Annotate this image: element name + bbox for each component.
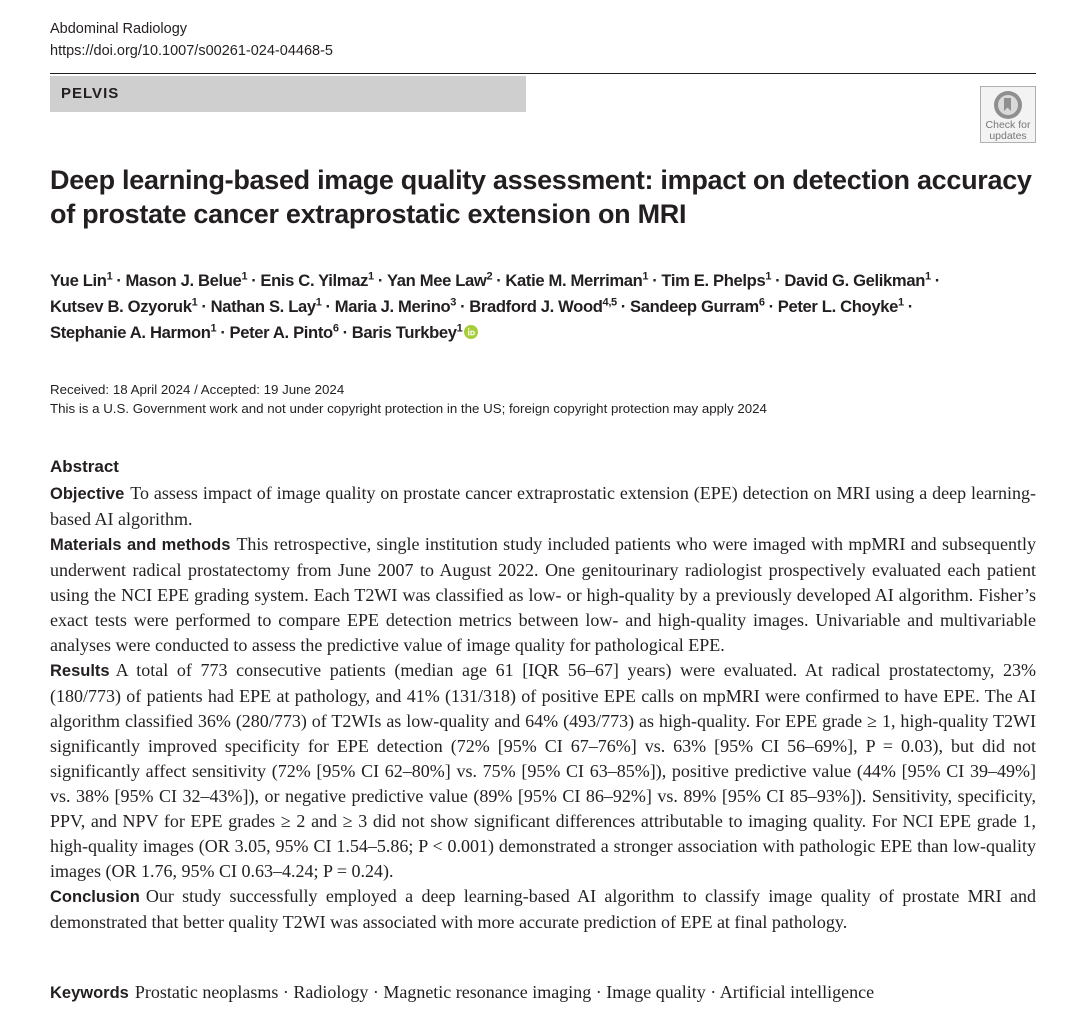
author-name[interactable] (784, 271, 930, 290)
author-separator: · (460, 297, 466, 316)
author-affiliation: 1 (210, 322, 217, 335)
author-name-text: Katie M. Merriman (505, 271, 643, 290)
results-label: Results (50, 662, 110, 680)
author-affiliation: 4,5 (602, 296, 617, 309)
author-name[interactable] (50, 297, 197, 316)
author-name[interactable] (387, 271, 492, 290)
abstract-heading: Abstract (50, 457, 119, 476)
author-name-text: Yan Mee Law (387, 271, 487, 290)
author-name-text: Maria J. Merino (334, 297, 451, 316)
author-separator: · (116, 271, 122, 290)
author-separator: · (652, 271, 658, 290)
methods-text: This retrospective, single institution study included patients who were imaged with mpMRI and subsequently underwent radical prostatectomy from June 2007 to August 2022. One genitourinary radiologist prospectively evaluated each patient using the NCI EPE grading system. Each T2WI was classified as low- or high-quality by a previously developed AI algorithm. Fisher’s exact tests were performed to compare EPE detection metrics between low- and high-quality images. Univariable and multivariable analyses were conducted to assess the predictive value of image quality for pathological EPE. (50, 534, 1036, 655)
author-separator: · (496, 271, 502, 290)
author-name[interactable] (126, 271, 248, 290)
check-updates-line-1: Check for (985, 119, 1031, 131)
author-list (50, 268, 1050, 346)
author-affiliation: 1 (456, 322, 463, 335)
results-text: A total of 773 consecutive patients (median age 61 [IQR 56–67] years) were evaluated. At radical prostatectomy, 23% (180/773) of patients had EPE at pathology, and 41% (131/318) of positive EPE calls on mpMRI were confirmed to have EPE. The AI algorithm classified 36% (280/773) of T2WIs as low-quality and 64% (493/773) as high-quality. For EPE grade ≥ 1, high-quality T2WI significantly improved specificity for EPE detection (72% [95% CI 67–76%] vs. 63% [95% CI 56–69%], P = 0.03), but did not significantly affect sensitivity (72% [95% CI 62–80%] vs. 75% [95% CI 63–85%]), positive predictive value (44% [95% CI 39–49%] vs. 38% [95% CI 32–43%]), or negative predictive value (89% [95% CI 86–92%] vs. 89% [95% CI 85–93%]). Sensitivity, specificity, PPV, and NPV for EPE grades ≥ 2 and ≥ 3 did not show significant differences attributable to imaging quality. For NCI EPE grade 1, high-quality images (OR 3.05, 95% CI 1.54–5.86; P < 0.001) demonstrated a stronger association with pathologic EPE than low-quality images (OR 1.76, 95% CI 0.63–4.24; P = 0.24). (50, 660, 1036, 881)
author-separator: · (907, 297, 913, 316)
author-name-text: Peter A. Pinto (229, 323, 333, 342)
author-affiliation: 6 (758, 296, 765, 309)
check-updates-icon (993, 90, 1023, 120)
section-bar (50, 76, 526, 112)
author-affiliation: 1 (925, 270, 931, 283)
objective-label: Objective (50, 485, 125, 503)
author-separator: · (934, 271, 940, 290)
author-affiliation: 3 (450, 296, 457, 309)
abstract-results (50, 658, 1036, 884)
author-name-text: Baris Turkbey (351, 323, 457, 342)
author-affiliation: 1 (315, 296, 322, 309)
author-name[interactable] (211, 297, 322, 316)
author-affiliation: 1 (897, 296, 904, 309)
abstract-conclusion (50, 884, 1036, 935)
author-affiliation: 1 (368, 270, 374, 283)
author-separator: · (325, 297, 331, 316)
orcid-icon[interactable] (464, 325, 478, 339)
author-affiliation: 1 (191, 296, 198, 309)
author-name[interactable] (505, 271, 648, 290)
author-name-text: David G. Gelikman (784, 271, 925, 290)
author-name[interactable] (778, 297, 904, 316)
section-label: PELVIS (61, 85, 120, 102)
author-affiliation: 6 (332, 322, 339, 335)
objective-text: To assess impact of image quality on prostate cancer extraprostatic extension (EPE) detection on MRI using a deep learning-based AI algorithm. (50, 483, 1036, 529)
author-separator: · (201, 297, 207, 316)
author-name[interactable] (661, 271, 771, 290)
author-name-text: Nathan S. Lay (210, 297, 316, 316)
author-name-text: Stephanie A. Harmon (50, 323, 211, 342)
author-affiliation: 1 (642, 270, 649, 283)
author-affiliation: 2 (486, 270, 493, 283)
conclusion-label: Conclusion (50, 888, 140, 906)
check-updates-line-2: updates (989, 130, 1027, 142)
author-separator: · (220, 323, 226, 342)
author-name[interactable] (335, 297, 456, 316)
conclusion-text: Our study successfully employed a deep learning-based AI algorithm to classify image quality of prostate MRI and demonstrated that better quality T2WI was associated with more accurate prediction of EPE at final pathology. (50, 886, 1036, 932)
author-affiliation: 1 (241, 270, 248, 283)
author-name[interactable] (469, 297, 617, 316)
author-affiliation: 1 (765, 270, 772, 283)
author-name-text: Yue Lin (50, 271, 107, 290)
author-name-text: Kutsev B. Ozyoruk (50, 297, 192, 316)
author-separator: · (775, 271, 781, 290)
abstract-methods (50, 532, 1036, 658)
article-title: Deep learning-based image quality assessment: impact on detection accuracy of prostate cancer extraprostatic extension on MRI (50, 165, 1032, 229)
copyright-notice: This is a U.S. Government work and not under copyright protection in the US; foreign copyright protection may apply 2024 (50, 401, 767, 416)
author-name[interactable] (50, 271, 112, 290)
author-name-text: Mason J. Belue (125, 271, 242, 290)
author-name[interactable] (50, 323, 216, 342)
keywords-text: Prostatic neoplasms · Radiology · Magnetic resonance imaging · Image quality · Artificial intelligence (134, 982, 875, 1002)
author-name[interactable] (260, 271, 373, 290)
abstract-objective (50, 481, 1036, 532)
journal-name: Abdominal Radiology (50, 21, 188, 37)
author-separator: · (342, 323, 348, 342)
methods-label: Materials and methods (50, 536, 231, 554)
header-rule (50, 73, 1036, 74)
author-name[interactable] (352, 323, 479, 342)
check-for-updates-button[interactable] (980, 86, 1036, 143)
author-separator: · (768, 297, 774, 316)
author-separator: · (377, 271, 383, 290)
check-updates-label (981, 120, 1035, 142)
author-name-text: Enis C. Yilmaz (260, 271, 369, 290)
author-separator: · (620, 297, 626, 316)
doi-link[interactable]: https://doi.org/10.1007/s00261-024-04468-5 (50, 43, 333, 59)
author-name-text: Tim E. Phelps (661, 271, 766, 290)
author-name-text: Bradford J. Wood (469, 297, 603, 316)
author-affiliation: 1 (106, 270, 113, 283)
author-name-text: Sandeep Gurram (629, 297, 759, 316)
keywords-label: Keywords (50, 984, 129, 1002)
author-separator: · (251, 271, 257, 290)
author-name-text: Peter L. Choyke (777, 297, 898, 316)
author-name[interactable] (630, 297, 765, 316)
received-accepted-dates: Received: 18 April 2024 / Accepted: 19 June 2024 (50, 382, 345, 397)
abstract-body (50, 481, 1036, 935)
author-name[interactable] (230, 323, 339, 342)
keywords (50, 980, 1036, 1005)
